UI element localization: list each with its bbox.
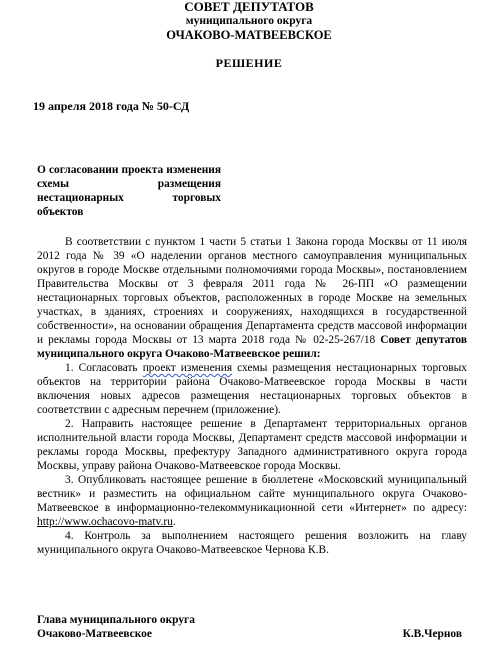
district-name: ОЧАКОВО-МАТВЕЕВСКОЕ (166, 28, 332, 42)
item-1-rest: схемы размещения нестационарных торговых объектов на территории района Очаково-Матвеевское города Москвы в части включения новых адресов размещения нестационарных торговых объектов в соответствии с адресным перечнем (приложение). (37, 362, 468, 416)
signature-title-line1: Глава муниципального округа (37, 614, 195, 626)
preamble-text: В соответствии с пунктом 1 части 5 статьи 1 Закона города Москвы от 11 июля 2012 года № 39 «О наделении органов местного самоуправления муниципальных округов в городе Москве отдельными полномочиями города Москвы», постановлением Правительства Москвы от 3 февраля 2011 года № 26-ПП «О размещении нестационарных торговых объектов, расположенных в городе Москве на земельных участках, в зданиях, строениях и сооружениях, находящихся в государственной собственности», на основании обращения Департамента средств массовой информации и рекламы города Москвы от 13 марта 2018 года № 02-25-267/18 (37, 236, 467, 346)
decision-date-number: 19 апреля 2018 года № 50-СД (33, 99, 190, 113)
preamble-resolution: Совет депутатов муниципального округа Очаково-Матвеевское решил: (37, 334, 467, 360)
municipal-district-label: муниципального округа (185, 15, 313, 27)
website-link[interactable]: http://www.ochacovo-matv.ru (37, 516, 173, 528)
item-3-text: 3. Опубликовать настоящее решение в бюллетене «Московский муниципальный вестник» и разместить на официальном сайте муниципального округа Очаково-Матвеевское в информационно-телекоммуникационной сети «Интернет» по адресу: (37, 474, 467, 514)
decision-heading: РЕШЕНИЕ (215, 56, 283, 70)
signature-name: К.В.Чернов (402, 628, 462, 640)
decision-subject: О согласовании проекта изменения схемы размещения нестационарных торговых объектов (37, 164, 221, 218)
signature-title-line2: Очаково-Матвеевское (37, 628, 152, 640)
item-3 (37, 473, 467, 529)
item-1 (37, 361, 467, 417)
item-2: 2. Направить настоящее решение в Департамент территориальных органов исполнительной власти города Москвы, Департамент средств массовой информации и рекламы города Москвы, префектуру Западного административного округа города Москвы, управу района Очаково-Матвеевское города Москвы. (37, 418, 467, 472)
document-header (0, 0, 498, 42)
item-1-start: 1. Согласовать (65, 362, 138, 374)
spellcheck-underlined-text: проект изменения (142, 362, 233, 374)
item-3-end: . (172, 516, 176, 528)
council-title: СОВЕТ ДЕПУТАТОВ (184, 0, 314, 14)
item-4: 4. Контроль за выполнением настоящего решения возложить на главу муниципального округа Очаково-Матвеевское Чернова К.В. (37, 530, 467, 556)
signature-title (37, 613, 195, 641)
preamble-paragraph (37, 235, 467, 361)
decision-body (37, 235, 467, 557)
